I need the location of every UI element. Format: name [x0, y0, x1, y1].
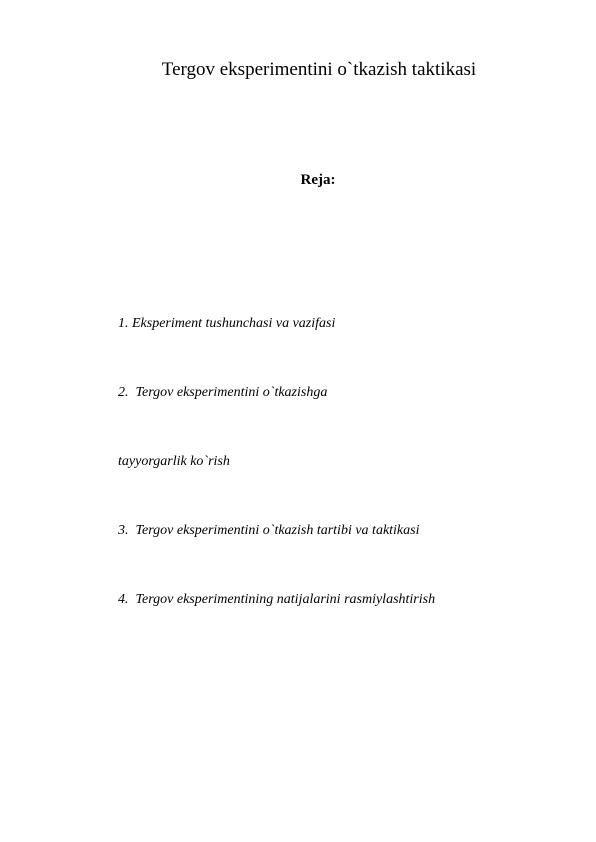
plan-heading: Reja:	[300, 172, 336, 188]
plan-item-1: 1. Eksperiment tushunchasi va vazifasi	[118, 316, 336, 331]
plan-item-4: 4. Tergov eksperimentining natijalarini rasmiylashtirish	[118, 592, 436, 607]
plan-list	[118, 266, 558, 657]
plan-item-2: 2. Tergov eksperimentini o`tkazishga	[118, 385, 328, 400]
document-title: Tergov eksperimentini o`tkazish taktikasi	[161, 59, 477, 80]
plan-item-2-continuation: tayyorgarlik ko`rish	[118, 454, 230, 469]
plan-item-3: 3. Tergov eksperimentini o`tkazish tartibi va taktikasi	[118, 523, 420, 538]
